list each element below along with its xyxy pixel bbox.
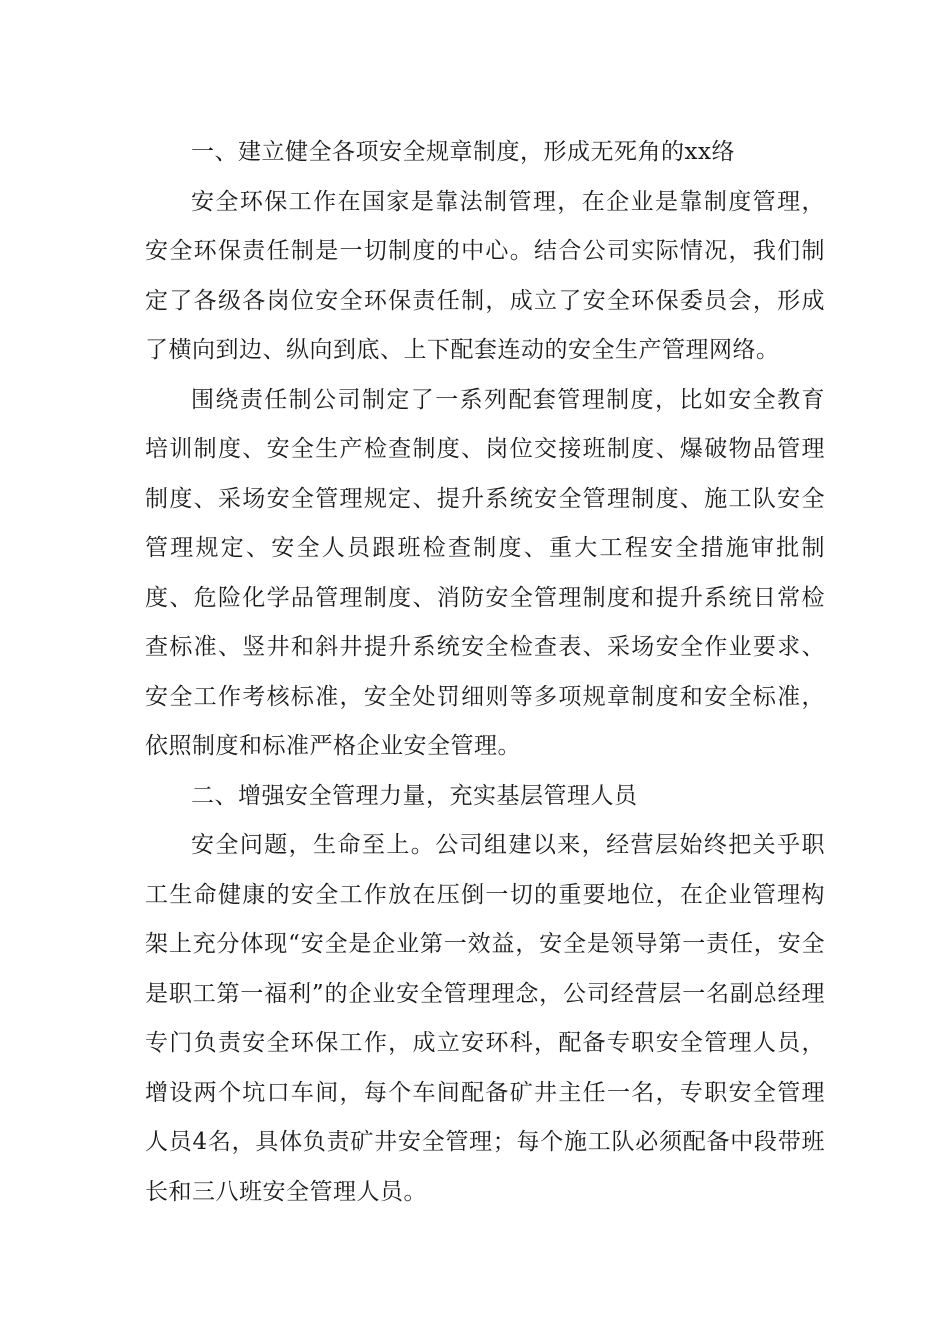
section1-paragraph-1: 安全环保工作在国家是靠法制管理，在企业是靠制度管理，安全环保责任制是一切制度的中心。结合公司实际情况，我们制定了各级各岗位安全环保责任制，成立了安全环保委员会，形成了横向到边、纵向到底、上下配套连动的安全生产管理网络。 — [145, 188, 825, 363]
section2-paragraph-1: 安全问题，生命至上。公司组建以来，经营层始终把关乎职工生命健康的安全工作放在压倒一切的重要地位，在企业管理构架上充分体现“安全是企业第一效益，安全是领导第一责任，安全是职工第一福利”的企业安全管理理念，公司经营层一名副总经理专门负责安全环保工作，成立安环科，配备专职安全管理人员，增设两个坑口车间，每个车间配备矿井主任一名，专职安全管理人员4名，具体负责矿井安全管理；每个施工队必须配备中段带班长和三八班安全管理人员。 — [145, 832, 825, 1205]
document-body — [145, 128, 825, 1217]
section1-heading: 一、建立健全各项安全规章制度，形成无死角的xx络 — [191, 139, 735, 165]
section1-paragraph-2: 围绕责任制公司制定了一系列配套管理制度，比如安全教育培训制度、安全生产检查制度、岗位交接班制度、爆破物品管理制度、采场安全管理规定、提升系统安全管理制度、施工队安全管理规定、安全人员跟班检查制度、重大工程安全措施审批制度、危险化学品管理制度、消防安全管理制度和提升系统日常检查标准、竖井和斜井提升系统安全检查表、采场安全作业要求、安全工作考核标准，安全处罚细则等多项规章制度和安全标准，依照制度和标准严格企业安全管理。 — [145, 386, 825, 759]
section2-heading: 二、增强安全管理力量，充实基层管理人员 — [191, 782, 638, 809]
